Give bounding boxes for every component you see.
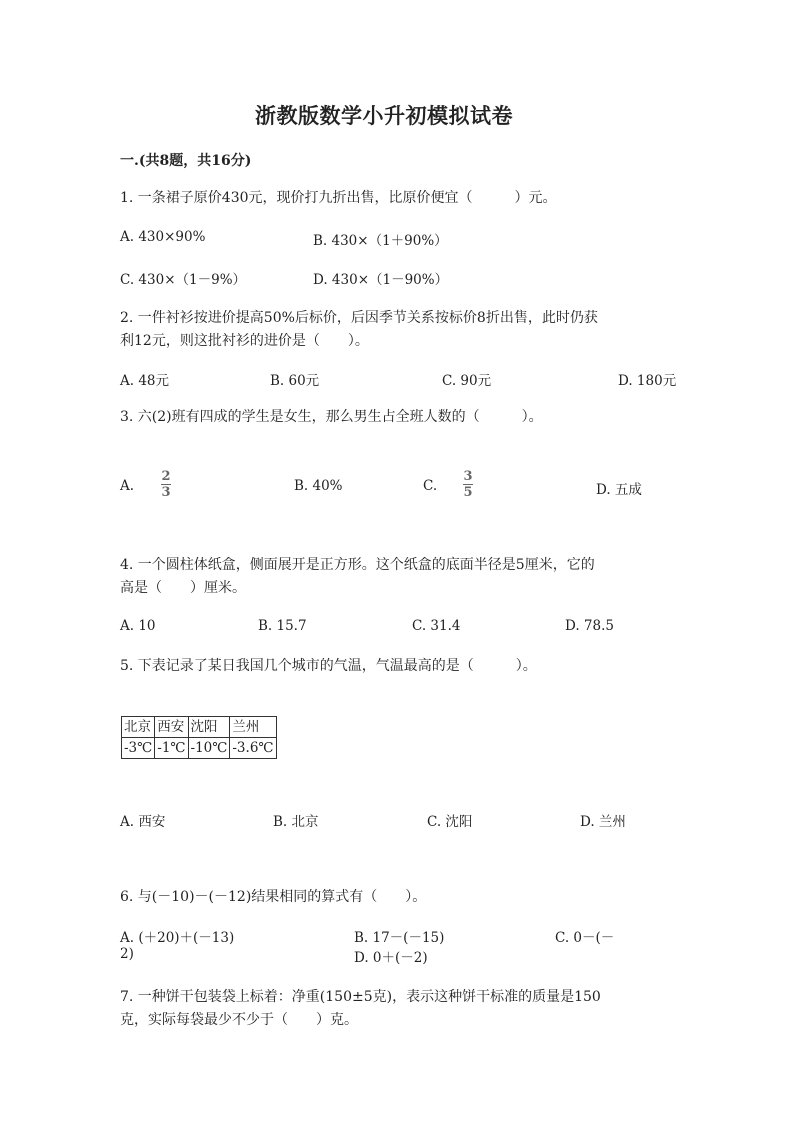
fraction-denominator: 3 [161, 485, 171, 500]
question-2-option-c[interactable]: C. 90元 [442, 373, 492, 389]
question-1-option-c[interactable]: C. 430×（1－9%） [120, 272, 247, 288]
table-cell-city: 兰州 [230, 717, 276, 738]
question-6-text: 6. 与(－10)－(－12)结果相同的算式有（ ）。 [120, 889, 427, 905]
question-2-line-1: 2. 一件衬衫按进价提高50%后标价，后因季节关系按标价8折出售，此时仍获 [120, 310, 598, 326]
question-5-option-a[interactable]: A. 西安 [120, 814, 166, 830]
section-heading: 一.(共8题，共16分) [120, 153, 252, 169]
table-row [122, 738, 277, 759]
question-5-option-d[interactable]: D. 兰州 [580, 814, 626, 830]
table-cell-city: 西安 [155, 717, 188, 738]
question-2-option-b[interactable]: B. 60元 [270, 373, 320, 389]
table-cell-city: 北京 [122, 717, 155, 738]
fraction-numerator: 3 [463, 469, 473, 484]
question-3-option-b[interactable]: B. 40% [294, 478, 343, 494]
question-3-text: 3. 六(2)班有四成的学生是女生，那么男生占全班人数的（ ）。 [120, 409, 543, 425]
question-5-text: 5. 下表记录了某日我国几个城市的气温，气温最高的是（ ）。 [120, 658, 537, 674]
question-2-option-d[interactable]: D. 180元 [618, 373, 677, 389]
question-4-option-a[interactable]: A. 10 [120, 618, 156, 634]
question-7-line-2: 克，实际每袋最少不少于（ ）克。 [120, 1012, 358, 1028]
question-6-option-b[interactable]: B. 17－(－15) [354, 930, 445, 946]
question-2-line-2: 利12元，则这批衬衫的进价是（ ）。 [120, 333, 369, 349]
fraction-denominator: 5 [463, 485, 473, 500]
question-4-line-2: 高是（ ）厘米。 [120, 580, 246, 596]
question-4-line-1: 4. 一个圆柱体纸盒，侧面展开是正方形。这个纸盒的底面半径是5厘米，它的 [120, 557, 595, 573]
temperature-table [121, 716, 277, 759]
question-6-option-c[interactable]: C. 0－(－ [555, 930, 615, 946]
table-cell-temperature: -3℃ [122, 738, 155, 759]
table-row [122, 717, 277, 738]
question-1-option-a[interactable]: A. 430×90% [120, 229, 206, 245]
table-cell-temperature: -1℃ [155, 738, 188, 759]
question-5-option-c[interactable]: C. 沈阳 [427, 814, 473, 830]
question-4-option-c[interactable]: C. 31.4 [412, 618, 461, 634]
question-4-option-b[interactable]: B. 15.7 [258, 618, 307, 634]
table-cell-temperature: -3.6℃ [230, 738, 276, 759]
question-6-option-a[interactable]: A. (＋20)＋(－13) [120, 930, 235, 946]
question-3-option-d[interactable]: D. 五成 [596, 482, 642, 498]
question-3-option-c[interactable]: C. [423, 478, 438, 494]
question-4-option-d[interactable]: D. 78.5 [565, 618, 614, 634]
question-1-option-d[interactable]: D. 430×（1－90%） [313, 272, 449, 288]
question-1-option-b[interactable]: B. 430×（1＋90%） [313, 233, 448, 249]
table-cell-city: 沈阳 [188, 717, 230, 738]
page-title: 浙教版数学小升初模拟试卷 [255, 103, 513, 128]
fraction-numerator: 2 [161, 469, 171, 484]
table-cell-temperature: -10℃ [188, 738, 230, 759]
question-6-option-d[interactable]: D. 0＋(－2) [354, 950, 428, 966]
question-5-option-b[interactable]: B. 北京 [273, 814, 319, 830]
question-6-option-c-continued[interactable]: 2) [120, 946, 134, 962]
question-7-line-1: 7. 一种饼干包装袋上标着：净重(150±5克)，表示这种饼干标准的质量是150 [120, 989, 601, 1005]
question-2-option-a[interactable]: A. 48元 [120, 373, 170, 389]
question-1-text: 1. 一条裙子原价430元，现价打九折出售，比原价便宜（ ）元。 [120, 190, 557, 206]
question-3-fraction-c [463, 470, 473, 500]
question-3-fraction-a [161, 470, 171, 500]
question-3-option-a[interactable]: A. [120, 478, 135, 494]
